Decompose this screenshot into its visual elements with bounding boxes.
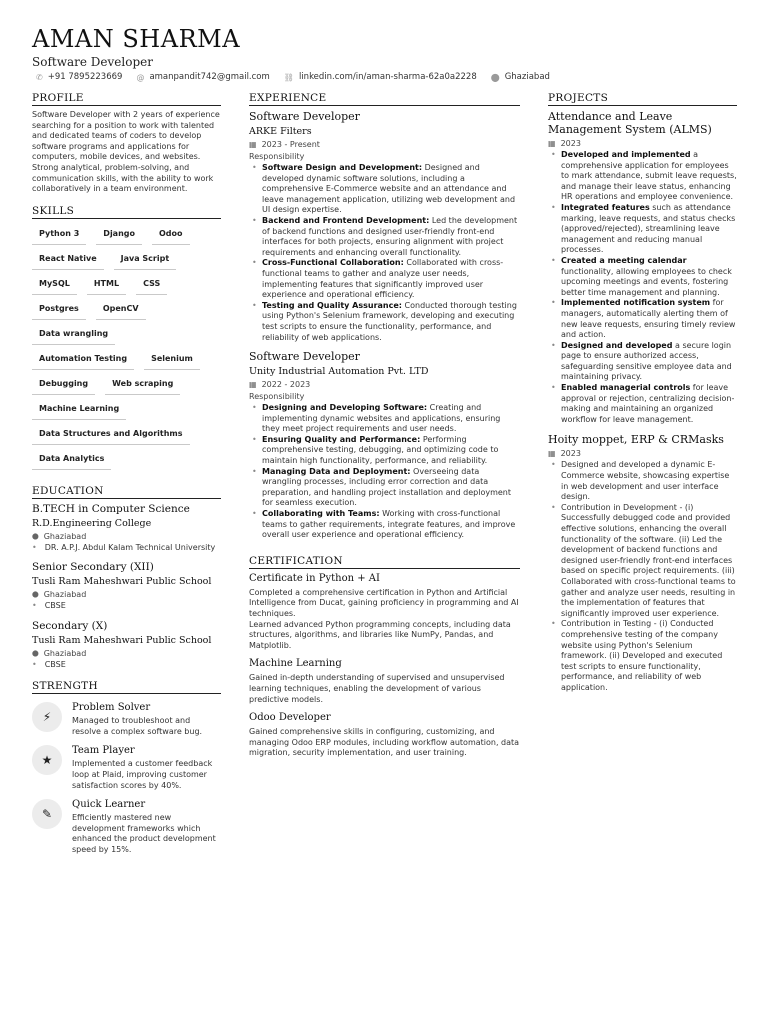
education-detail [32,601,221,612]
bullet-text: Conducted thorough testing using Python's Selenium framework, developing and executing test scripts to ensure the functionality, performance, and reliability of web applications. [262,300,517,342]
location-pin-icon: ⬤ [490,72,500,82]
bullet-dot: • [32,601,37,611]
contact-bar [32,72,742,82]
bullet-lead: Managing Data and Deployment: [262,466,411,476]
bullet-lead: Cross-Functional Collaboration: [262,258,404,268]
project-date [548,449,737,458]
strength-heading: STRENGTH [32,680,221,694]
strength-list [32,702,221,855]
education-list [32,503,221,671]
projects-heading: PROJECTS [548,92,737,106]
job-dates-text: 2023 - Present [261,140,320,149]
bullet-text: Designed and developed a dynamic E-Commerce website, showcasing expertise in web development and user interface design. [561,460,730,502]
education-heading: EDUCATION [32,485,221,499]
projects-list [548,110,737,694]
phone-text: +91 7895223669 [47,72,123,82]
skill-tag: HTML [87,273,126,295]
certification-title: Certificate in Python + AI [249,572,380,584]
bullet-text: functionality, allowing employees to check upcoming meetings and events, fostering better time management and planning. [561,266,732,297]
bullet-lead: Integrated features [561,202,650,212]
bullet-item [249,435,520,467]
project-title: Hoity moppet, ERP & CRMasks [548,433,724,447]
bullet-item [548,383,737,425]
education-detail-text: DR. A.P.J. Abdul Kalam Technical University [44,542,216,552]
job-title: Software Developer [249,350,360,364]
project-date-text: 2023 [560,449,581,459]
resume-header [32,24,742,82]
middle-column [249,92,520,759]
certification-title: Odoo Developer [249,712,331,724]
job-company: ARKE Filters [249,126,312,137]
bullet-item [249,163,520,216]
link-icon: ⛓ [283,72,294,82]
bullet-item [249,301,520,343]
email-text: amanpandit742@gmail.com [149,72,270,82]
job-dates [249,380,520,389]
candidate-name: AMAN SHARMA [32,25,241,53]
bullet-list [548,150,737,425]
education-degree: B.TECH in Computer Science [32,502,190,515]
at-icon: @ [136,72,145,82]
certification-desc: Gained comprehensive skills in configuring, customizing, and managing Odoo ERP modules, including workflow automation, data migration, security implementation, and user training. [249,727,520,758]
bullet-lead: Enabled managerial controls [561,383,691,393]
project-date-text: 2023 [560,139,581,148]
bullet-text: for managers, automatically alerting them of new leave requests, ensuring timely review and action. [561,298,736,340]
wand-icon: ⚡ [32,702,62,732]
bullet-item [548,298,737,340]
bullet-dot: • [32,659,37,669]
education-degree: Senior Secondary (XII) [32,561,154,574]
skill-tag: Java Script [114,248,177,270]
skill-tag: Debugging [32,373,95,395]
education-location-text: Ghaziabad [43,590,87,600]
project-entry [548,110,737,425]
strength-title: Quick Learner [72,799,146,811]
bullet-lead: Developed and implemented [561,150,691,159]
bullet-text: Performing comprehensive testing, debugging, and optimizing code to maintain high functionality, performance, and reliability. [262,434,499,466]
bullet-text: Led the development of backend functions and designed user-friendly front-end interfaces for both projects, ensuring alignment with project requirements and enhancing overall functionality. [262,215,518,257]
education-detail-text: CBSE [44,601,66,611]
job-entry [249,110,520,343]
strength-body [72,702,221,737]
skill-tag: Django [96,223,142,245]
strength-desc: Managed to troubleshoot and resolve a complex software bug. [72,716,203,736]
star-icon: ★ [32,745,62,775]
certification-heading: CERTIFICATION [249,555,520,569]
magic-icon: ✎ [32,799,62,829]
bullet-item [249,509,520,541]
bullet-list [548,460,737,693]
strength-desc: Efficiently mastered new development frameworks which enhanced the product development speed by 15%. [72,813,216,854]
job-responsibility-label: Responsibility [249,152,305,161]
candidate-role: Software Developer [32,55,153,69]
skill-tag: React Native [32,248,104,270]
strength-body [72,799,221,855]
location-pin-icon: ⬤ [32,591,39,599]
bullet-text: Creating and implementing dynamic websites and applications, ensuring they meet project requirements and user needs. [262,403,501,434]
strength-item [32,799,221,855]
certification-title: Machine Learning [249,658,342,670]
skill-tag: Selenium [144,348,200,370]
bullet-text: Contribution in Development - (i) Successfully debugged code and provided effective solutions, enhancing the overall functionality of the software. (ii) Led the development of backend functions and designed user-friendly front-end interfaces based on specific project requirements. (iii) Collaborated with cross-functional teams to gather and analyze user needs, resulting in the implementation of features that significantly improved user experience. [561,502,736,618]
bullet-text: a secure login page to ensure authorized access, safeguarding sensitive employee data and maintaining privacy. [561,340,732,382]
calendar-icon: ▦ [548,449,556,459]
project-title: Attendance and Leave Management System (ALMS) [548,110,712,136]
contact-location [491,72,550,82]
education-detail [32,660,221,671]
education-school: Tusli Ram Maheshwari Public School [32,634,212,646]
bullet-text: such as attendance marking, leave requests, and status checks (approved/rejected), streamlining leave management and reducing manual processes. [561,202,736,255]
certification-item [249,573,520,652]
education-item [32,503,221,554]
skill-tag: Python 3 [32,223,86,245]
certification-desc: Gained in-depth understanding of supervised and unsupervised learning techniques, enabling the development of various predictive models. [249,673,505,704]
bullet-item [548,203,737,256]
calendar-icon: ▦ [249,140,257,149]
strength-body [72,745,221,791]
skill-tag: Postgres [32,298,86,320]
bullet-text: Contribution in Testing - (i) Conducted comprehensive testing of the company website using Python's Selenium framework. (ii) Developed and executed test scripts to ensure functionality, performance, and reliability of web application. [561,619,723,692]
project-date [548,139,737,148]
education-item [32,620,221,671]
strength-desc: Implemented a customer feedback loop at Plaid, improving customer satisfaction scores by 40%. [72,759,213,790]
experience-list [249,110,520,541]
certification-item [249,712,520,759]
bullet-lead: Designed and developed [561,340,673,350]
education-school: Tusli Ram Maheshwari Public School [32,576,212,588]
bullet-item [548,619,737,693]
bullet-text: Collaborated with cross-functional teams to gather and analyze user needs, implementing features that significantly improved user experience and operational efficiency. [262,258,504,300]
education-location-text: Ghaziabad [43,531,87,541]
linkedin-text: linkedin.com/in/aman-sharma-62a0a2228 [298,72,477,82]
strength-title: Team Player [72,745,135,757]
profile-text: Software Developer with 2 years of experience searching for a position to work with talented and dedicated teams of coders to develop software programs and applications for computers, mobile devices, and websites. Strong analytical, problem-solving, and communication skills, with the ability to work collaboratively in a team environment. [32,110,220,194]
location-pin-icon: ⬤ [32,532,39,540]
job-responsibility-label: Responsibility [249,392,305,402]
location-text: Ghaziabad [504,72,550,82]
bullet-item [548,503,737,620]
job-dates-text: 2022 - 2023 [261,380,311,390]
bullet-lead: Implemented notification system [561,298,711,308]
bullet-list [249,403,520,541]
experience-heading: EXPERIENCE [249,92,520,106]
education-detail [32,543,221,554]
location-pin-icon: ⬤ [32,649,39,657]
strength-title: Problem Solver [72,702,151,714]
bullet-item [249,467,520,509]
certification-list [249,573,520,759]
left-column [32,92,221,856]
education-school: R.D.Engineering College [32,517,152,529]
bullet-dot: • [32,542,37,552]
bullet-lead: Testing and Quality Assurance: [262,300,402,310]
contact-linkedin[interactable] [284,72,477,82]
skill-tag: CSS [136,273,167,295]
bullet-lead: Software Design and Development: [262,163,423,172]
right-column [548,92,737,694]
skill-tag: OpenCV [96,298,146,320]
education-location [32,532,221,541]
bullet-item [548,150,737,203]
job-title: Software Developer [249,110,360,123]
certification-desc-extra: Learned advanced Python programming concepts, including data structures, algorithms, and libraries like NumPy, Pandas, and Matplotlib. [249,619,511,650]
bullet-item [249,216,520,258]
bullet-text: Designed and developed dynamic software solutions, including a comprehensive E-Commerce website and an attendance and leave management application, utilizing web development and UI design expertise. [262,163,516,215]
bullet-item [548,256,737,298]
skills-heading: SKILLS [32,205,221,219]
skills-list [32,223,221,473]
bullet-lead: Collaborating with Teams: [262,509,380,519]
job-company: Unity Industrial Automation Pvt. LTD [249,366,429,378]
bullet-text: Overseeing data wrangling processes, including error correction and data preparation, and handling project installation and deployment for seamless execution. [262,466,512,508]
strength-item [32,702,221,737]
calendar-icon: ▦ [548,139,556,148]
bullet-lead: Designing and Developing Software: [262,403,428,413]
bullet-lead: Created a meeting calendar [561,255,687,265]
skill-tag: MySQL [32,273,77,295]
education-detail-text: CBSE [44,659,66,669]
profile-heading: PROFILE [32,92,221,106]
skill-tag: Data wrangling [32,323,115,345]
education-location-text: Ghaziabad [43,648,87,658]
education-location [32,649,221,658]
contact-phone[interactable] [36,72,122,82]
skill-tag: Data Structures and Algorithms [32,423,190,445]
bullet-lead: Backend and Frontend Development: [262,215,430,225]
skill-tag: Automation Testing [32,348,134,370]
skill-tag: Data Analytics [32,448,111,470]
calendar-icon: ▦ [249,380,257,390]
project-entry [548,433,737,693]
bullet-text: a comprehensive application for employees to mark attendance, submit leave requests, and manage their leave status, enhancing HR operations and employee convenience. [561,150,737,202]
bullet-text: Working with cross-functional teams to gather requirements, integrate features, and improve overall user experience and operational efficiency. [262,509,516,540]
certification-desc: Completed a comprehensive certification in Python and Artificial Intelligence from Ducat, gaining proficiency in programming and AI techniques. [249,587,519,618]
job-dates [249,140,520,149]
strength-item [32,745,221,791]
bullet-item [548,460,737,502]
job-entry [249,350,520,541]
skill-tag: Machine Learning [32,398,126,420]
education-location [32,590,221,599]
skill-tag: Odoo [152,223,190,245]
phone-icon: ✆ [36,72,43,82]
contact-email[interactable] [136,72,269,82]
bullet-item [249,403,520,435]
certification-item [249,658,520,705]
education-degree: Secondary (X) [32,619,108,632]
bullet-list [249,163,520,343]
bullet-text: for leave approval or rejection, centralizing decision-making and maintaining an organized workflow for leave management. [561,383,735,424]
bullet-item [548,341,737,383]
bullet-lead: Ensuring Quality and Performance: [262,434,421,444]
education-item [32,561,221,612]
skill-tag: Web scraping [105,373,180,395]
bullet-item [249,258,520,300]
